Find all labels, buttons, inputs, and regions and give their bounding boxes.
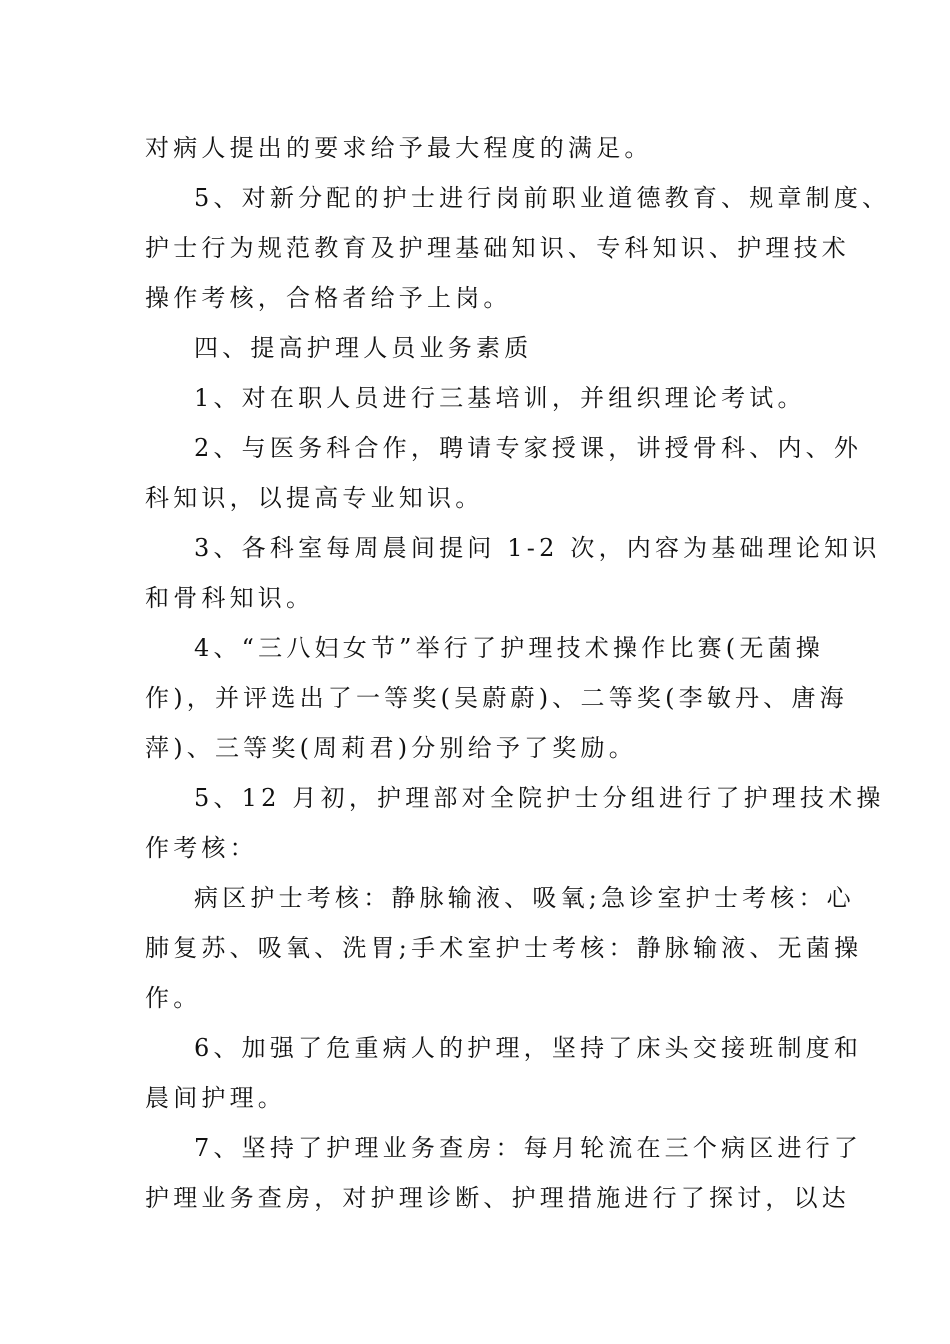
- text-line-19: 6、加强了危重病人的护理，坚持了床头交接班制度和: [194, 1034, 863, 1062]
- text-line-18: 作。: [145, 984, 202, 1012]
- text-line-8: 科知识，以提高专业知识。: [145, 484, 484, 512]
- text-line-16: 病区护士考核：静脉输液、吸氧;急诊室护士考核：心: [194, 884, 855, 912]
- text-line-6: 1、对在职人员进行三基培训，并组织理论考试。: [194, 384, 806, 412]
- text-line-13: 萍)、三等奖(周莉君)分别给予了奖励。: [145, 734, 637, 762]
- text-line-22: 护理业务查房，对护理诊断、护理措施进行了探讨，以达: [145, 1184, 850, 1212]
- section-heading: 四、提高护理人员业务素质: [194, 334, 533, 362]
- text-line-10: 和骨科知识。: [145, 584, 315, 612]
- text-line-20: 晨间护理。: [145, 1084, 286, 1112]
- text-line-11: 4、“三八妇女节”举行了护理技术操作比赛(无菌操: [194, 634, 824, 662]
- text-line-1: 对病人提出的要求给予最大程度的满足。: [145, 134, 653, 162]
- text-line-17: 肺复苏、吸氧、洗胃;手术室护士考核：静脉输液、无菌操: [145, 934, 863, 962]
- text-line-2: 5、对新分配的护士进行岗前职业道德教育、规章制度、: [194, 184, 891, 212]
- text-line-21: 7、坚持了护理业务查房：每月轮流在三个病区进行了: [194, 1134, 863, 1162]
- text-line-7: 2、与医务科合作，聘请专家授课，讲授骨科、内、外: [194, 434, 863, 462]
- text-line-3: 护士行为规范教育及护理基础知识、专科知识、护理技术: [145, 234, 850, 262]
- text-line-14: 5、12 月初，护理部对全院护士分组进行了护理技术操: [194, 784, 885, 812]
- text-line-15: 作考核：: [145, 834, 258, 862]
- text-line-4: 操作考核，合格者给予上岗。: [145, 284, 512, 312]
- text-line-12: 作)，并评选出了一等奖(吴蔚蔚)、二等奖(李敏丹、唐海: [145, 684, 848, 712]
- text-line-9: 3、各科室每周晨间提问 1-2 次，内容为基础理论知识: [194, 534, 881, 562]
